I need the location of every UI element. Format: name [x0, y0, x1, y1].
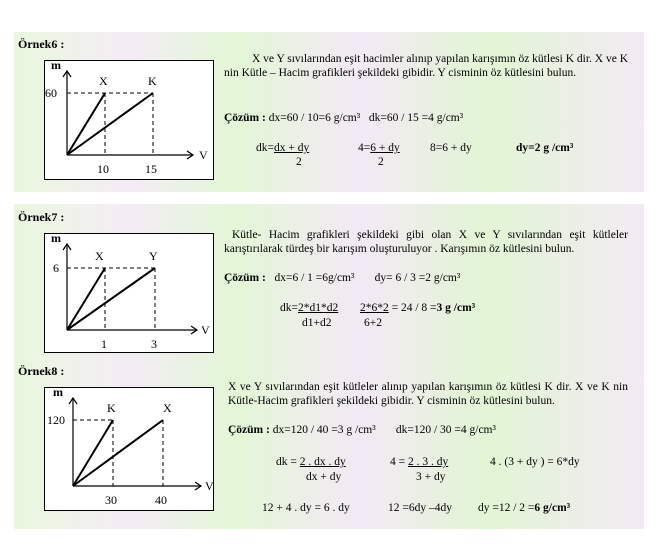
- x-tick-label-1: 1: [101, 337, 107, 351]
- eq-left: 4=: [358, 142, 371, 154]
- example-6-solution: [224, 112, 463, 124]
- solution-step-b: dk=60 / 15 =4 g/cm³: [368, 112, 464, 124]
- example-7-graph-svg: [45, 231, 213, 352]
- m-axis-label: m: [51, 231, 61, 245]
- eq-denominator: 6+2: [364, 317, 382, 329]
- solution-step-b: dy= 6 / 3 =2 g/cm³: [374, 272, 461, 284]
- example-7-graph: [44, 233, 214, 353]
- example-8-graph-svg: [45, 385, 214, 510]
- example-8-eq5: 12 =6dy –4dy: [388, 502, 452, 514]
- x-tick-label-2: 40: [155, 493, 167, 507]
- example-8-eq4: 12 + 4 . dy = 6 . dy: [262, 502, 350, 514]
- eq-numerator: 2*d1*d2: [298, 302, 339, 314]
- example-6-graph: [44, 60, 214, 180]
- x-tick-label-1: 10: [97, 162, 109, 176]
- example-7-answer: 3 g /cm³: [436, 302, 476, 314]
- solution-label: Çözüm :: [228, 424, 270, 436]
- line-label-x: X: [95, 249, 104, 263]
- example-7-solution: [224, 272, 460, 284]
- eq-left: dk=: [280, 302, 298, 314]
- example-8-problem-text: X ve Y sıvılarından eşit kütleler alınıp yapılan karışımın öz kütlesi K dir. X ve K nin Kütle-Hacim grafikleri şekildeki gibidir. Y cisminin öz kütlesini bulun.: [228, 381, 628, 407]
- eq-numerator: 2 . dx . dy: [299, 456, 346, 468]
- eq-left: 4 =: [390, 456, 406, 468]
- eq-left: dk =: [276, 456, 297, 468]
- line-label-k: K: [148, 74, 157, 88]
- example-6-title: Örnek6 :: [18, 37, 65, 51]
- x-tick-label-2: 3: [151, 337, 157, 351]
- solution-step-b: dk=120 / 30 =4 g/cm³: [395, 424, 496, 436]
- line-label-x: X: [99, 74, 108, 88]
- example-6-graph-svg: [45, 58, 213, 179]
- eq-denominator: 2: [296, 156, 302, 168]
- eq-denominator: 3 + dy: [416, 471, 446, 483]
- eq-denominator: 2: [378, 156, 384, 168]
- x-tick-label-2: 15: [145, 162, 157, 176]
- y-tick-label: 6: [53, 261, 59, 275]
- example-7-problem-text: Kütle- Hacim grafikleri şekildeki gibi olan X ve Y sıvılarından eşit kütleler karıştırılarak türdeş bir karışım oluşturuluyor . Karışımın öz kütlesini bulun.: [224, 229, 628, 255]
- eq-denominator: d1+d2: [302, 317, 332, 329]
- y-tick-label: 120: [47, 413, 65, 427]
- line-label-x: X: [163, 401, 172, 415]
- m-axis-label: m: [53, 385, 63, 399]
- x-tick-label-1: 30: [105, 493, 117, 507]
- v-axis-label: V: [205, 479, 214, 493]
- example-8-eq2: [390, 456, 449, 483]
- example-6-problem-text: X ve Y sıvılarından eşit hacimler alınıp yapılan karışımın öz kütlesi K dir. X ve K nin Kütle – Hacim grafikleri şekildeki gibidir. Y cisminin öz kütlesini bulun.: [224, 53, 629, 79]
- example-8-eq3: 4 . (3 + dy ) = 6*dy: [490, 456, 580, 468]
- example-8-eq1: [276, 456, 346, 483]
- example-6-eq1: [256, 142, 310, 168]
- eq-numerator: 2*6*2: [360, 302, 389, 314]
- example-8-title: Örnek8 :: [18, 364, 65, 378]
- v-axis-label: V: [201, 323, 210, 337]
- y-tick-label: 60: [45, 86, 57, 100]
- eq-denominator: dx + dy: [306, 471, 342, 483]
- eq-numerator: 2 . 3 . dy: [408, 456, 449, 468]
- example-6-answer: dy=2 g /cm³: [516, 142, 574, 154]
- solution-step-a: dx=6 / 1 =6g/cm³: [274, 272, 355, 284]
- eq-rest: = 24 / 8 =: [391, 302, 437, 314]
- v-axis-label: V: [199, 148, 208, 162]
- example-8-eq6: [478, 502, 570, 514]
- line-label-y: Y: [149, 249, 158, 263]
- solution-label: Çözüm :: [224, 112, 266, 124]
- eq-numerator: dx + dy: [274, 142, 310, 154]
- example-8-answer: 6 g/cm³: [534, 502, 571, 514]
- line-label-k: K: [107, 401, 116, 415]
- example-8-solution: [228, 424, 496, 436]
- eq-numerator: 6 + dy: [370, 142, 400, 154]
- example-7-title: Örnek7 :: [18, 210, 65, 224]
- solution-step-a: dx=120 / 40 =3 g /cm³: [272, 424, 376, 436]
- solution-label: Çözüm :: [224, 272, 266, 284]
- example-8-graph: [44, 387, 214, 511]
- eq-step: dy =12 / 2 =: [478, 502, 535, 514]
- eq-left: dk=: [256, 142, 274, 154]
- example-6-eq2: [358, 142, 400, 168]
- solution-step-a: dx=60 / 10=6 g/cm³: [268, 112, 361, 124]
- m-axis-label: m: [51, 58, 61, 72]
- example-6-eq3: 8=6 + dy: [430, 142, 472, 154]
- example-7-eq2: [360, 302, 476, 329]
- example-7-eq1: [280, 302, 339, 329]
